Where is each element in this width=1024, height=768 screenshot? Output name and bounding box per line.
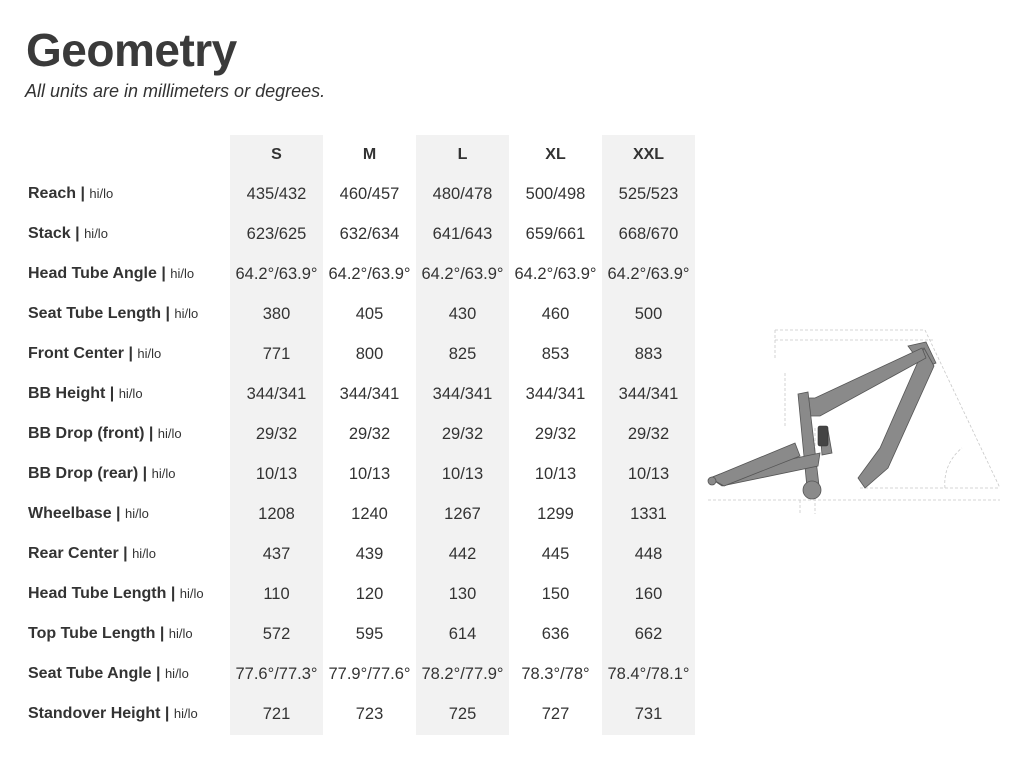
row-label-unit: hi/lo [168, 626, 193, 641]
size-header: L [457, 146, 468, 163]
bike-frame-diagram [700, 318, 1005, 518]
row-label [28, 654, 189, 694]
table-cell: 725 [448, 705, 477, 723]
dimension-lines [708, 330, 1000, 514]
table-cell: 10/13 [441, 465, 484, 483]
row-label [28, 534, 156, 574]
table-row [0, 574, 700, 614]
size-header: XL [545, 146, 566, 163]
table-cell: 150 [541, 585, 570, 603]
table-cell: 731 [634, 705, 663, 723]
table-cell: 636 [541, 625, 570, 643]
table-cell: 623/625 [246, 225, 307, 243]
row-label [28, 294, 198, 334]
table-cell: 641/643 [432, 225, 493, 243]
page-subtitle: All units are in millimeters or degrees. [25, 81, 326, 101]
table-cell: 460/457 [339, 185, 400, 203]
table-cell: 460 [541, 305, 570, 323]
table-cell: 800 [355, 345, 384, 363]
table-cell: 435/432 [246, 185, 307, 203]
row-label [28, 454, 175, 494]
row-label-main: Seat Tube Length | [28, 305, 170, 322]
table-cell: 1240 [351, 505, 388, 523]
table-row [0, 374, 700, 414]
table-cell: 29/32 [534, 425, 577, 443]
row-label-unit: hi/lo [89, 186, 114, 201]
table-cell: 77.9°/77.6° [328, 665, 411, 683]
row-label-unit: hi/lo [151, 466, 176, 481]
table-cell: 78.2°/77.9° [421, 665, 504, 683]
table-cell: 825 [448, 345, 477, 363]
row-label-main: BB Height | [28, 385, 115, 402]
table-cell: 595 [355, 625, 384, 643]
row-label [28, 574, 204, 614]
table-cell: 64.2°/63.9° [421, 265, 504, 283]
row-label-unit: hi/lo [132, 546, 156, 561]
row-label-main: Seat Tube Angle | [28, 665, 161, 682]
table-cell: 64.2°/63.9° [235, 265, 318, 283]
table-cell: 448 [634, 545, 663, 563]
table-cell: 344/341 [432, 385, 493, 403]
table-cell: 64.2°/63.9° [328, 265, 411, 283]
table-cell: 480/478 [432, 185, 493, 203]
row-label-unit: hi/lo [137, 346, 162, 361]
table-cell: 1267 [444, 505, 481, 523]
table-cell: 500 [634, 305, 663, 323]
table-cell: 442 [448, 545, 477, 563]
table-cell: 430 [448, 305, 477, 323]
table-cell: 632/634 [339, 225, 400, 243]
size-header: S [271, 146, 282, 163]
table-cell: 405 [355, 305, 384, 323]
row-label-main: Top Tube Length | [28, 625, 165, 642]
table-row [0, 414, 700, 454]
table-cell: 771 [262, 345, 291, 363]
table-cell: 64.2°/63.9° [607, 265, 690, 283]
table-cell: 723 [355, 705, 384, 723]
row-label [28, 214, 108, 254]
table-cell: 721 [262, 705, 291, 723]
table-cell: 380 [262, 305, 291, 323]
table-cell: 344/341 [525, 385, 586, 403]
row-label-main: Front Center | [28, 345, 133, 362]
table-cell: 10/13 [255, 465, 298, 483]
table-cell: 120 [355, 585, 384, 603]
row-label-main: BB Drop (rear) | [28, 465, 148, 482]
table-cell: 439 [355, 545, 384, 563]
size-header: XXL [632, 146, 665, 163]
table-row [0, 494, 700, 534]
row-label [28, 494, 149, 534]
table-cell: 344/341 [246, 385, 307, 403]
table-cell: 525/523 [618, 185, 679, 203]
table-cell: 437 [262, 545, 291, 563]
table-cell: 659/661 [525, 225, 586, 243]
table-cell: 1208 [258, 505, 295, 523]
table-row [0, 294, 700, 334]
table-cell: 500/498 [525, 185, 586, 203]
row-label [28, 694, 198, 734]
table-row [0, 214, 700, 254]
table-cell: 662 [634, 625, 663, 643]
table-cell: 1331 [630, 505, 667, 523]
row-label-main: Reach | [28, 185, 85, 202]
row-label [28, 174, 113, 214]
table-row [0, 534, 700, 574]
table-row [0, 454, 700, 494]
table-row [0, 694, 700, 734]
row-label-unit: hi/lo [118, 386, 143, 401]
table-cell: 160 [634, 585, 663, 603]
table-cell: 29/32 [627, 425, 670, 443]
table-cell: 29/32 [441, 425, 484, 443]
row-label [28, 614, 193, 654]
table-cell: 10/13 [534, 465, 577, 483]
table-cell: 77.6°/77.3° [235, 665, 318, 683]
row-label-unit: hi/lo [124, 506, 149, 521]
row-label-unit: hi/lo [173, 706, 198, 721]
table-cell: 29/32 [348, 425, 391, 443]
table-cell: 883 [634, 345, 663, 363]
table-row [0, 174, 700, 214]
page-title: Geometry [26, 24, 237, 76]
row-label-main: Rear Center | [28, 545, 128, 562]
row-label [28, 414, 182, 454]
row-label-main: BB Drop (front) | [28, 425, 154, 442]
table-cell: 668/670 [618, 225, 679, 243]
row-label-main: Stack | [28, 225, 80, 242]
row-label [28, 254, 194, 294]
table-cell: 10/13 [627, 465, 670, 483]
table-cell: 10/13 [348, 465, 391, 483]
row-label-main: Head Tube Angle | [28, 265, 166, 282]
table-cell: 344/341 [339, 385, 400, 403]
row-label-unit: hi/lo [164, 666, 189, 681]
row-label [28, 334, 161, 374]
table-cell: 78.3°/78° [521, 665, 590, 683]
table-cell: 727 [541, 705, 570, 723]
table-cell: 130 [448, 585, 477, 603]
table-cell: 64.2°/63.9° [514, 265, 597, 283]
row-label-main: Head Tube Length | [28, 585, 176, 602]
table-cell: 344/341 [618, 385, 679, 403]
row-label-main: Wheelbase | [28, 505, 121, 522]
table-row [0, 334, 700, 374]
table-row [0, 254, 700, 294]
shock-icon [818, 426, 828, 446]
row-label-main: Standover Height | [28, 705, 170, 722]
table-cell: 853 [541, 345, 570, 363]
table-cell: 445 [541, 545, 570, 563]
frame-shape [708, 342, 936, 499]
row-label-unit: hi/lo [179, 586, 204, 601]
size-header: M [362, 146, 377, 163]
row-label-unit: hi/lo [174, 306, 199, 321]
table-row [0, 654, 700, 694]
row-label [28, 374, 143, 414]
table-cell: 29/32 [255, 425, 298, 443]
table-cell: 110 [263, 585, 290, 603]
table-cell: 78.4°/78.1° [607, 665, 690, 683]
row-label-unit: hi/lo [157, 426, 182, 441]
table-cell: 1299 [537, 505, 574, 523]
table-cell: 614 [448, 625, 477, 643]
row-label-unit: hi/lo [84, 226, 108, 241]
table-row [0, 614, 700, 654]
table-cell: 572 [262, 625, 291, 643]
row-label-unit: hi/lo [170, 266, 195, 281]
